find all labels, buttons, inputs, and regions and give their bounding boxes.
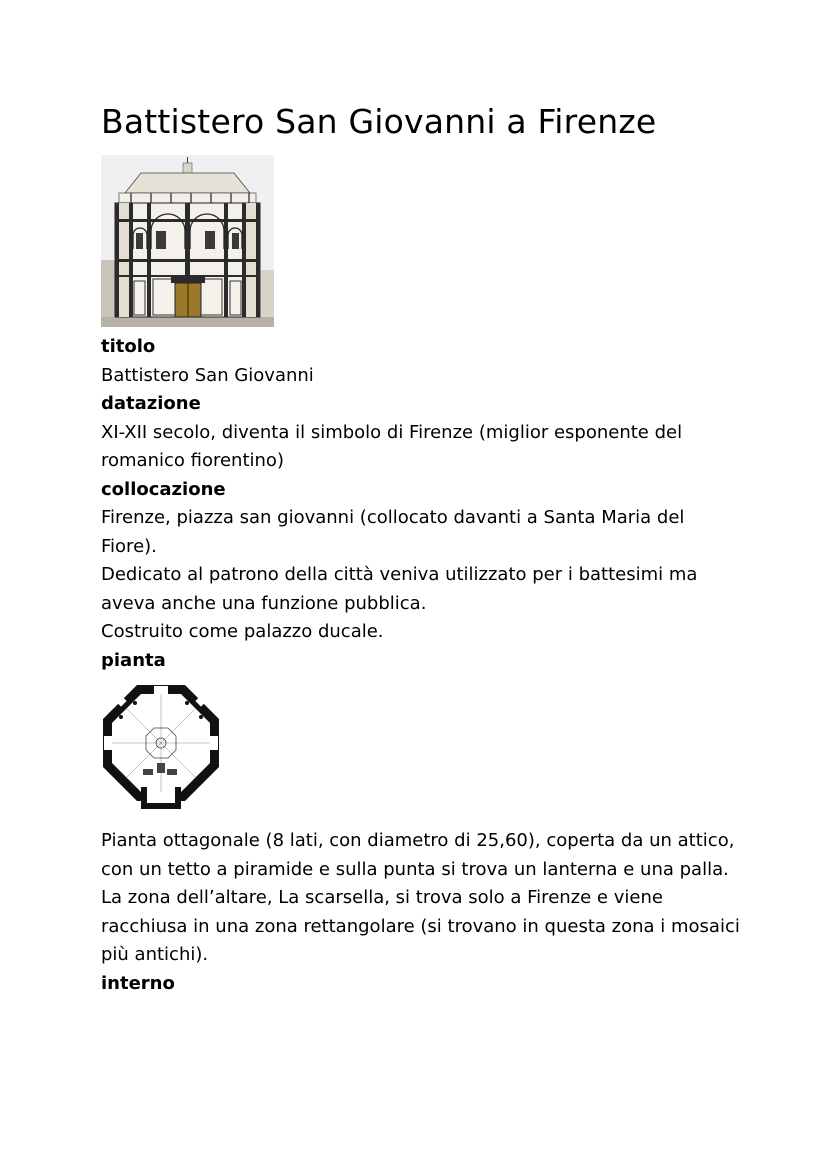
datazione-text: XI-XII secolo, diventa il simbolo di Firenze (miglior esponente del romanico fiorentino) (101, 421, 683, 471)
pianta-paragraph: Pianta ottagonale (8 lati, con diametro di 25,60), coperta da un attico, con un tetto a piramide e sulla punta si trova un lanterna e una palla. (101, 830, 735, 880)
collocazione-paragraph: Costruito come palazzo ducale. (101, 621, 384, 642)
section-label-collocazione: collocazione (101, 478, 226, 500)
document-content (101, 100, 741, 998)
section-label-titolo: titolo (101, 336, 156, 357)
titolo-text: Battistero San Giovanni (101, 364, 314, 386)
baptistery-photo (101, 155, 274, 327)
collocazione-paragraph: Dedicato al patrono della città veniva utilizzato per i battesimi ma aveva anche una funzione pubblica. (101, 564, 698, 614)
collocazione-paragraph: Firenze, piazza san giovanni (collocato davanti a Santa Maria del Fiore). (101, 507, 685, 557)
octagonal-floor-plan (101, 683, 221, 813)
section-label-pianta: pianta (101, 649, 166, 671)
page-title: Battistero San Giovanni a Firenze (101, 102, 657, 141)
section-label-interno: interno (101, 972, 175, 994)
pianta-paragraph: La zona dell’altare, La scarsella, si trova solo a Firenze e viene racchiusa in una zona rettangolare (si trovano in questa zona i mosaici più antichi). (101, 887, 740, 965)
section-label-datazione: datazione (101, 393, 201, 414)
